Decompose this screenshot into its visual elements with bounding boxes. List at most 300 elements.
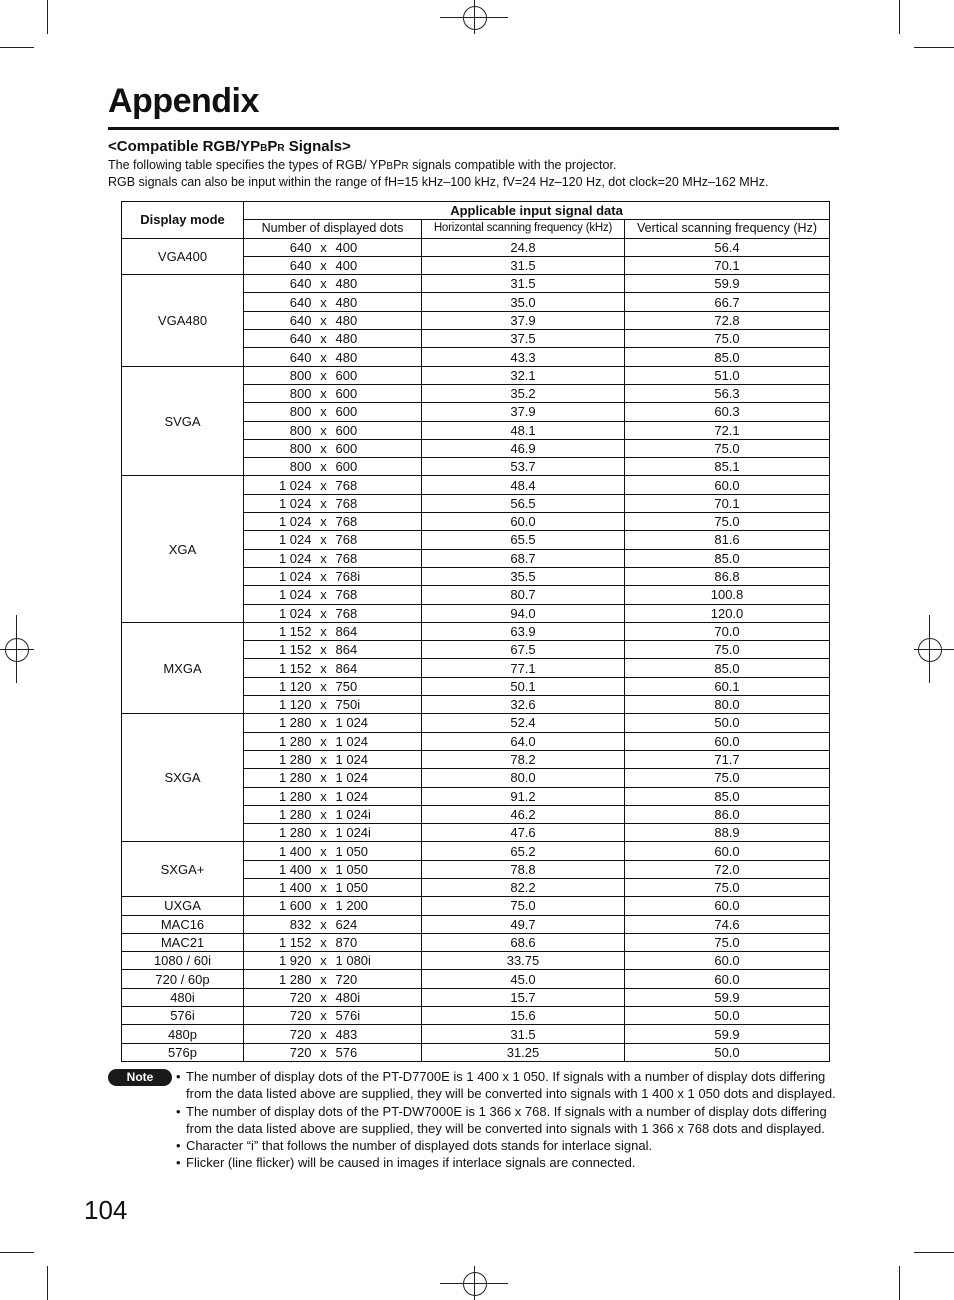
dots-width: 800 [289,367,312,383]
horizontal-freq-cell: 78.8 [422,860,625,878]
horizontal-freq-cell: 94.0 [422,604,625,622]
vertical-freq-cell: 60.0 [625,970,830,988]
note-item: • The number of display dots of the PT-DW7000E is 1 366 x 768. If signals with a number of display dots differing from the data listed above are supplied, they will be converted into signals with 1 366 x 768 dots and displayed. [176,1103,836,1138]
dots-width: 800 [289,459,312,475]
displayed-dots-cell [244,256,422,274]
display-mode-cell: 720 / 60p [122,970,244,988]
dots-width: 720 [289,1044,312,1060]
dots-height: 483 [335,1026,358,1042]
display-mode-cell: SXGA+ [122,842,244,897]
dots-height: 576 [335,1044,358,1060]
displayed-dots-cell [244,293,422,311]
dots-width: 640 [289,349,312,365]
vertical-freq-cell: 75.0 [625,878,830,896]
vertical-freq-cell: 56.4 [625,238,830,256]
dots-height: 768 [335,550,358,566]
dots-separator: x [320,971,327,987]
vertical-freq-cell: 75.0 [625,330,830,348]
horizontal-freq-cell: 45.0 [422,970,625,988]
displayed-dots-cell [244,787,422,805]
vertical-freq-cell: 85.0 [625,787,830,805]
vertical-freq-cell: 75.0 [625,513,830,531]
horizontal-freq-cell: 82.2 [422,878,625,896]
header-displayed-dots: Number of displayed dots [244,220,422,238]
vertical-freq-cell: 60.1 [625,677,830,695]
vertical-freq-cell: 72.0 [625,860,830,878]
vertical-freq-cell: 60.0 [625,897,830,915]
displayed-dots-cell [244,970,422,988]
displayed-dots-cell [244,714,422,732]
dots-width: 720 [289,1008,312,1024]
dots-width: 1 024 [278,605,312,621]
dots-separator: x [320,861,327,877]
dots-separator: x [320,386,327,402]
vertical-freq-cell: 71.7 [625,750,830,768]
dots-height: 480 [335,349,358,365]
displayed-dots-cell [244,604,422,622]
dots-separator: x [320,587,327,603]
dots-height: 750 [335,678,358,694]
dots-width: 720 [289,1026,312,1042]
horizontal-freq-cell: 52.4 [422,714,625,732]
horizontal-freq-cell: 24.8 [422,238,625,256]
dots-width: 1 152 [278,642,312,658]
dots-separator: x [320,441,327,456]
display-mode-cell: 480i [122,988,244,1006]
dots-separator: x [320,605,327,621]
dots-separator: x [320,550,327,566]
table-row [122,988,830,1006]
displayed-dots-cell [244,860,422,878]
horizontal-freq-cell: 33.75 [422,952,625,970]
intro-line-1-a: The following table specifies the types of RGB/ YP [108,158,387,172]
dots-width: 1 280 [278,806,312,822]
dots-width: 1 920 [278,953,312,969]
dots-height: 768 [335,587,358,603]
display-mode-cell: XGA [122,476,244,622]
displayed-dots-cell [244,659,422,677]
table-row [122,933,830,951]
dots-height: 600 [335,367,358,383]
dots-separator: x [320,459,327,475]
vertical-freq-cell: 60.3 [625,403,830,421]
vertical-freq-cell: 59.9 [625,275,830,293]
horizontal-freq-cell: 56.5 [422,494,625,512]
vertical-freq-cell: 75.0 [625,769,830,787]
dots-height: 1 024 [335,752,369,768]
dots-separator: x [320,1026,327,1042]
header-display-mode: Display mode [122,202,244,239]
vertical-freq-cell: 85.0 [625,549,830,567]
dots-width: 1 024 [278,514,312,530]
horizontal-freq-cell: 43.3 [422,348,625,366]
dots-height: 768 [335,532,358,548]
dots-width: 1 024 [278,477,312,493]
dots-separator: x [320,294,327,310]
displayed-dots-cell [244,878,422,896]
table-row [122,476,830,494]
displayed-dots-cell [244,513,422,531]
dots-width: 800 [289,404,312,420]
vertical-freq-cell: 75.0 [625,641,830,659]
horizontal-freq-cell: 37.9 [422,403,625,421]
vertical-freq-cell: 100.8 [625,586,830,604]
dots-height: 1 080i [335,953,371,969]
displayed-dots-cell [244,366,422,384]
horizontal-freq-cell: 35.2 [422,384,625,402]
dots-height: 768 [335,477,358,493]
table-row [122,238,830,256]
displayed-dots-cell [244,677,422,695]
dots-width: 640 [289,276,312,292]
display-mode-cell: 576i [122,1007,244,1025]
display-mode-cell: SVGA [122,366,244,476]
vertical-freq-cell: 60.0 [625,476,830,494]
dots-width: 1 400 [278,880,312,896]
display-mode-cell: SXGA [122,714,244,842]
dots-separator: x [320,569,327,585]
dots-height: 400 [335,258,358,274]
displayed-dots-cell [244,732,422,750]
dots-width: 800 [289,422,312,438]
dots-separator: x [320,880,327,896]
dots-height: 768 [335,514,358,530]
dots-separator: x [320,989,327,1005]
horizontal-freq-cell: 32.1 [422,366,625,384]
table-row [122,622,830,640]
section-heading [108,138,351,155]
dots-width: 1 600 [278,898,312,914]
dots-height: 768 [335,495,358,511]
table-row [122,366,830,384]
vertical-freq-cell: 70.1 [625,256,830,274]
intro-line-1-c: P [393,158,402,172]
displayed-dots-cell [244,421,422,439]
dots-width: 1 024 [278,550,312,566]
dots-width: 832 [289,916,312,932]
vertical-freq-cell: 59.9 [625,988,830,1006]
title-divider [108,127,839,130]
vertical-freq-cell: 50.0 [625,1007,830,1025]
horizontal-freq-cell: 47.6 [422,824,625,842]
dots-width: 640 [289,258,312,274]
dots-width: 1 120 [278,678,312,694]
dots-width: 1 024 [278,569,312,585]
vertical-freq-cell: 56.3 [625,384,830,402]
header-horizontal-freq: Horizontal scanning frequency (kHz) [422,220,625,238]
dots-width: 1 280 [278,788,312,804]
dots-separator: x [320,276,327,292]
dots-separator: x [320,495,327,511]
dots-separator: x [320,660,327,676]
horizontal-freq-cell: 77.1 [422,659,625,677]
dots-height: 480 [335,276,358,292]
display-mode-cell: 576p [122,1043,244,1061]
dots-separator: x [320,806,327,822]
dots-height: 1 024 [335,715,369,731]
vertical-freq-cell: 81.6 [625,531,830,549]
displayed-dots-cell [244,549,422,567]
section-heading-text: <Compatible RGB/YP [108,138,261,155]
displayed-dots-cell [244,330,422,348]
vertical-freq-cell: 50.0 [625,1043,830,1061]
notes-list [176,1068,836,1172]
horizontal-freq-cell: 35.5 [422,567,625,585]
display-mode-cell: VGA400 [122,238,244,275]
displayed-dots-cell [244,750,422,768]
dots-height: 1 050 [335,880,369,896]
displayed-dots-cell [244,384,422,402]
displayed-dots-cell [244,824,422,842]
horizontal-freq-cell: 50.1 [422,677,625,695]
horizontal-freq-cell: 67.5 [422,641,625,659]
dots-height: 768 [335,605,358,621]
intro-line-1-d: R [401,161,409,172]
displayed-dots-cell [244,641,422,659]
dots-height: 1 024i [335,806,371,822]
dots-separator: x [320,697,327,713]
dots-separator: x [320,642,327,658]
vertical-freq-cell: 60.0 [625,732,830,750]
horizontal-freq-cell: 37.9 [422,311,625,329]
dots-width: 800 [289,386,312,402]
display-mode-cell: UXGA [122,897,244,915]
signal-table-body [122,238,830,1061]
dots-height: 750i [335,697,361,713]
displayed-dots-cell [244,238,422,256]
horizontal-freq-cell: 68.6 [422,933,625,951]
dots-height: 480i [335,989,361,1005]
dots-height: 600 [335,441,358,456]
horizontal-freq-cell: 78.2 [422,750,625,768]
dots-width: 1 280 [278,825,312,841]
dots-height: 480 [335,331,358,347]
dots-width: 1 280 [278,770,312,786]
dots-separator: x [320,258,327,274]
display-mode-cell: MAC21 [122,933,244,951]
displayed-dots-cell [244,696,422,714]
dots-height: 480 [335,312,358,328]
displayed-dots-cell [244,897,422,915]
vertical-freq-cell: 75.0 [625,439,830,457]
dots-separator: x [320,752,327,768]
intro-line-2: RGB signals can also be input within the range of fH=15 kHz–100 kHz, fV=24 Hz–120 Hz, dot clock=20 MHz–162 MHz. [108,175,769,189]
dots-separator: x [320,477,327,493]
displayed-dots-cell [244,458,422,476]
displayed-dots-cell [244,1025,422,1043]
section-heading-sub-r: R [277,143,285,154]
displayed-dots-cell [244,915,422,933]
dots-height: 1 024 [335,733,369,749]
table-row [122,1007,830,1025]
horizontal-freq-cell: 31.5 [422,1025,625,1043]
table-row [122,1025,830,1043]
displayed-dots-cell [244,988,422,1006]
vertical-freq-cell: 86.0 [625,805,830,823]
horizontal-freq-cell: 80.0 [422,769,625,787]
vertical-freq-cell: 59.9 [625,1025,830,1043]
vertical-freq-cell: 85.1 [625,458,830,476]
vertical-freq-cell: 50.0 [625,714,830,732]
dots-separator: x [320,367,327,383]
displayed-dots-cell [244,769,422,787]
vertical-freq-cell: 85.0 [625,659,830,677]
dots-height: 864 [335,660,358,676]
vertical-freq-cell: 51.0 [625,366,830,384]
page-title: Appendix [108,82,259,120]
dots-width: 1 152 [278,935,312,951]
dots-separator: x [320,935,327,951]
table-row [122,952,830,970]
dots-separator: x [320,532,327,548]
dots-height: 600 [335,404,358,420]
displayed-dots-cell [244,476,422,494]
displayed-dots-cell [244,531,422,549]
intro-line-1 [108,158,616,172]
dots-separator: x [320,1044,327,1060]
dots-height: 576i [335,1008,361,1024]
table-row [122,275,830,293]
dots-separator: x [320,953,327,969]
displayed-dots-cell [244,933,422,951]
horizontal-freq-cell: 48.4 [422,476,625,494]
dots-separator: x [320,916,327,932]
table-row [122,915,830,933]
vertical-freq-cell: 70.0 [625,622,830,640]
dots-width: 640 [289,331,312,347]
display-mode-cell: 1080 / 60i [122,952,244,970]
displayed-dots-cell [244,567,422,585]
dots-height: 864 [335,642,358,658]
header-applicable-data: Applicable input signal data [244,202,830,220]
dots-width: 1 280 [278,752,312,768]
displayed-dots-cell [244,1007,422,1025]
dots-separator: x [320,239,327,255]
section-heading-p: P [267,138,278,155]
dots-height: 1 050 [335,861,369,877]
dots-separator: x [320,770,327,786]
vertical-freq-cell: 60.0 [625,842,830,860]
vertical-freq-cell: 120.0 [625,604,830,622]
displayed-dots-cell [244,586,422,604]
vertical-freq-cell: 85.0 [625,348,830,366]
horizontal-freq-cell: 35.0 [422,293,625,311]
dots-separator: x [320,312,327,328]
dots-separator: x [320,843,327,859]
dots-separator: x [320,733,327,749]
horizontal-freq-cell: 46.9 [422,439,625,457]
table-row [122,897,830,915]
horizontal-freq-cell: 48.1 [422,421,625,439]
dots-separator: x [320,715,327,731]
table-row [122,1043,830,1061]
dots-height: 624 [335,916,358,932]
table-row [122,714,830,732]
vertical-freq-cell: 74.6 [625,915,830,933]
vertical-freq-cell: 88.9 [625,824,830,842]
dots-height: 1 024 [335,788,369,804]
dots-width: 1 024 [278,495,312,511]
horizontal-freq-cell: 31.25 [422,1043,625,1061]
displayed-dots-cell [244,622,422,640]
intro-line-1-e: signals compatible with the projector. [408,158,617,172]
dots-width: 640 [289,239,312,255]
dots-separator: x [320,514,327,530]
display-mode-cell: MAC16 [122,915,244,933]
displayed-dots-cell [244,1043,422,1061]
dots-height: 1 024i [335,825,371,841]
dots-height: 600 [335,422,358,438]
displayed-dots-cell [244,311,422,329]
dots-height: 1 024 [335,770,369,786]
dots-width: 1 024 [278,532,312,548]
horizontal-freq-cell: 75.0 [422,897,625,915]
dots-width: 1 280 [278,715,312,731]
vertical-freq-cell: 60.0 [625,952,830,970]
horizontal-freq-cell: 31.5 [422,256,625,274]
vertical-freq-cell: 66.7 [625,293,830,311]
dots-separator: x [320,349,327,365]
dots-separator: x [320,898,327,914]
vertical-freq-cell: 86.8 [625,567,830,585]
vertical-freq-cell: 70.1 [625,494,830,512]
dots-height: 400 [335,239,358,255]
displayed-dots-cell [244,952,422,970]
dots-width: 1 152 [278,623,312,639]
intro-line-1-b: B [386,161,394,172]
dots-height: 720 [335,971,358,987]
dots-separator: x [320,788,327,804]
dots-width: 800 [289,441,312,456]
dots-width: 1 400 [278,843,312,859]
dots-width: 720 [289,989,312,1005]
displayed-dots-cell [244,842,422,860]
horizontal-freq-cell: 15.7 [422,988,625,1006]
horizontal-freq-cell: 53.7 [422,458,625,476]
dots-height: 768i [335,569,361,585]
dots-width: 1 152 [278,660,312,676]
dots-separator: x [320,422,327,438]
dots-separator: x [320,404,327,420]
dots-height: 480 [335,294,358,310]
dots-separator: x [320,678,327,694]
section-heading-end: Signals> [284,138,351,155]
display-mode-cell: VGA480 [122,275,244,366]
dots-height: 870 [335,935,358,951]
dots-width: 640 [289,312,312,328]
dots-height: 600 [335,459,358,475]
dots-height: 1 050 [335,843,369,859]
horizontal-freq-cell: 80.7 [422,586,625,604]
vertical-freq-cell: 72.8 [625,311,830,329]
horizontal-freq-cell: 65.5 [422,531,625,549]
horizontal-freq-cell: 60.0 [422,513,625,531]
displayed-dots-cell [244,439,422,457]
horizontal-freq-cell: 32.6 [422,696,625,714]
horizontal-freq-cell: 91.2 [422,787,625,805]
dots-separator: x [320,623,327,639]
horizontal-freq-cell: 63.9 [422,622,625,640]
vertical-freq-cell: 72.1 [625,421,830,439]
dots-separator: x [320,331,327,347]
displayed-dots-cell [244,494,422,512]
display-mode-cell: 480p [122,1025,244,1043]
dots-width: 1 120 [278,697,312,713]
horizontal-freq-cell: 31.5 [422,275,625,293]
dots-separator: x [320,1008,327,1024]
horizontal-freq-cell: 49.7 [422,915,625,933]
horizontal-freq-cell: 65.2 [422,842,625,860]
